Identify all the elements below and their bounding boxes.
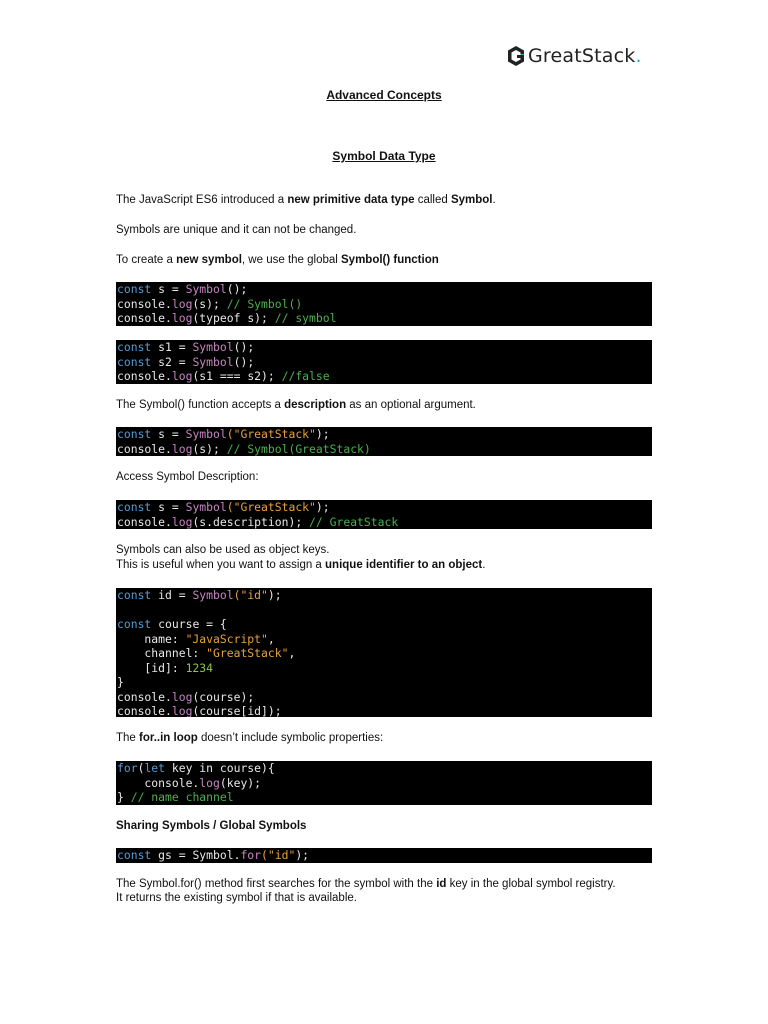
code-line [117,761,651,776]
code-token: console. [117,775,200,790]
code-token: ("id" [261,848,296,862]
code-token: let [144,761,166,775]
code-token: console. [117,296,172,311]
paragraph-intro: The JavaScript ES6 introduced a new primitive data type called Symbol. [116,194,496,206]
code-token: (s); [192,441,227,456]
code-token: console. [117,441,172,456]
section-title: Symbol Data Type [332,149,436,163]
code-token: console. [117,689,172,704]
code-line [117,675,651,690]
code-token: log [199,775,220,790]
code-token: s1 = [151,340,193,354]
code-token: ); [295,848,310,862]
code-token: const [117,588,152,602]
code-line [117,369,651,384]
code-token: const [117,427,152,441]
code-token: for [240,848,262,862]
code-token: (s); [192,296,227,311]
code-token: // Symbol() [226,296,303,311]
code-line [117,427,651,442]
code-token: (typeof s); [192,311,275,325]
code-token: // GreatStack [309,514,399,529]
code-token: ); [315,427,330,441]
code-token: const [117,617,152,631]
paragraph-create: To create a new symbol, we use the global Symbol() function [116,254,439,266]
code-line [117,848,651,863]
code-token: s2 = [151,354,193,369]
greatstack-logo [506,42,642,70]
code-token: ); [267,588,282,602]
paragraph-unique: Symbols are unique and it can not be changed. [116,224,357,236]
code-token: // Symbol(GreatStack) [226,441,371,456]
paragraph-symbol-for: The Symbol.for() method first searches for the symbol with the id key in the global symbol registry. [116,878,616,890]
code-token: Symbol [185,500,227,514]
code-token: key in course){ [165,761,275,775]
code-line [117,282,651,297]
page-heading: Advanced Concepts [326,88,442,102]
code-token: // name channel [130,790,234,804]
paragraph-description: The Symbol() function accepts a description as an optional argument. [116,399,476,411]
code-token: console. [117,369,172,383]
code-line [117,661,651,676]
code-line [117,297,651,312]
code-token: const [117,500,152,514]
paragraph-existing-symbol: It returns the existing symbol if that is available. [116,892,357,904]
code-token: } [117,675,124,689]
code-block-7 [116,848,652,863]
code-token: //false [281,369,330,383]
code-token: Symbol [185,427,227,441]
code-token: , [288,646,296,660]
code-token: s = [151,427,186,441]
code-token: ("id" [233,588,268,602]
code-token: (key); [219,775,262,790]
code-block-5 [116,588,652,717]
code-token: 1234 [185,660,214,675]
code-token: ("GreatStack" [226,427,316,441]
code-line [117,603,651,618]
code-block-4 [116,500,652,529]
code-token: (); [233,354,255,369]
paragraph-for-in: The for..in loop doesn’t include symbolic properties: [116,732,384,744]
code-token: ); [315,500,330,514]
code-line [117,355,651,370]
code-block-3 [116,427,652,456]
code-token: ("GreatStack" [226,500,316,514]
code-line [117,340,651,355]
code-token: (course[id]); [192,704,282,717]
code-token: (s1 === s2); [192,369,282,383]
subheading-global-symbols: Sharing Symbols / Global Symbols [116,820,307,832]
code-token: (); [226,282,248,296]
paragraph-unique-identifier: This is useful when you want to assign a unique identifier to an object. [116,559,486,571]
code-token: ( [137,761,145,775]
code-token: Symbol [192,340,234,354]
code-line [117,690,651,705]
code-line [117,515,651,530]
code-token: } [117,790,131,804]
code-line [117,776,651,791]
code-line [117,646,651,661]
code-token: console. [117,514,172,529]
code-token: "GreatStack" [206,646,289,660]
code-token: log [171,704,193,717]
code-token: // symbol [274,311,337,325]
code-token: const [117,282,152,296]
code-token: gs = Symbol. [151,848,241,862]
code-token: name: [117,631,186,646]
code-line [117,500,651,515]
code-token: log [171,311,193,325]
code-token: s = [151,282,186,296]
code-token: const [117,354,152,369]
code-block-1 [116,282,652,326]
code-token: (s.description); [192,514,310,529]
code-line [117,311,651,326]
code-token: "JavaScript" [185,631,268,646]
code-token: s = [151,500,186,514]
code-block-2 [116,340,652,384]
code-token: Symbol [192,354,234,369]
code-token: console. [117,311,172,325]
code-token: for [117,761,138,775]
code-token: log [171,514,193,529]
code-token: channel: [117,646,207,660]
code-line [117,632,651,647]
logo-dot: . [635,45,642,67]
paragraph-access-description: Access Symbol Description: [116,471,259,483]
code-token: const [117,848,152,862]
code-token: console. [117,704,172,717]
code-token: log [171,369,193,383]
code-token: [id]: [117,660,186,675]
code-token: (); [233,340,255,354]
code-token: const [117,340,152,354]
code-line [117,790,651,805]
code-line [117,442,651,457]
code-token: , [267,631,275,646]
code-token: id = [151,588,193,602]
code-token: log [171,296,193,311]
code-token: log [171,441,193,456]
code-line [117,617,651,632]
code-token: Symbol [185,282,227,296]
code-token: log [171,689,193,704]
logo-text: GreatStack [528,45,636,67]
code-block-6 [116,761,652,805]
code-token: course = { [151,617,227,631]
code-token: (course); [192,689,255,704]
code-token: Symbol [192,588,234,602]
greatstack-logo-icon [506,45,526,67]
code-line [117,704,651,717]
paragraph-object-keys: Symbols can also be used as object keys. [116,544,330,556]
code-line [117,588,651,603]
